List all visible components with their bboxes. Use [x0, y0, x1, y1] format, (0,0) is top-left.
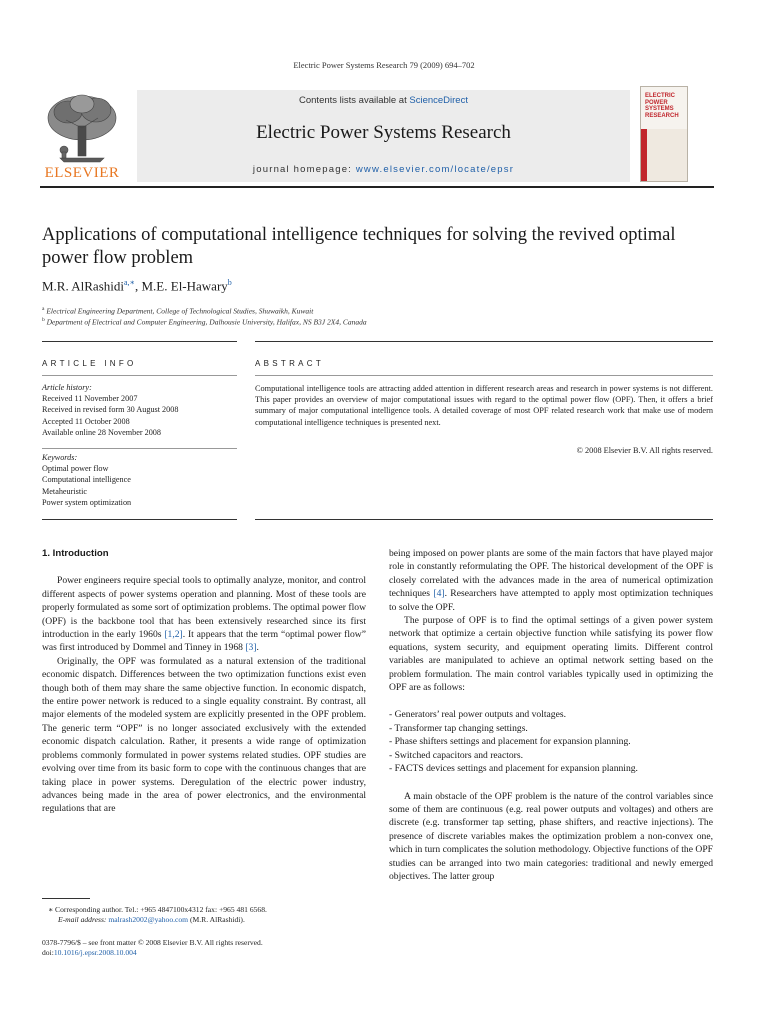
section-heading: 1. Introduction — [42, 548, 109, 559]
paragraph: Originally, the OPF was formulated as a natural extension of the traditional economic dispatch. Differences between the two optimization functions exist even though both of them may share the same objective function. In economic dispatch, the entire power network is reduced to a single equality constraint. By contrast, all major elements of the modeled system are explicitly presented in the OPF problem. The generic term “OPF” is no longer associated exclusively with the extended economic dispatch calculation. Rather, it presents a wide range of optimization problems commonly formulated in power systems related studies. OPF studies are evolving over time from its basic form to cope with the continuous changes that are taking place in power systems. Deregulation of the electric power industry, advances being made in the area of power electronics, and the environmental regulations that are — [42, 655, 366, 815]
article-history — [42, 382, 237, 438]
keyword: Metaheuristic — [42, 486, 88, 496]
info-rule-bottom — [42, 519, 237, 520]
control-variables-list — [389, 708, 713, 775]
list-item: - Switched capacitors and reactors. — [389, 749, 523, 761]
cover-title: ELECTRIC POWER SYSTEMS RESEARCH — [645, 93, 679, 119]
sciencedirect-link[interactable]: ScienceDirect — [409, 95, 468, 106]
abstract-text: Computational intelligence tools are attracting added attention in different research areas and research in power systems is not different. This paper provides an overview of major computational issues with regard to the optimal power flow (OPF). Then, it offers a brief summary of major computational intelligence tools. A detailed coverage of most OPF related research work that make use of modern computational intelligence techniques is presented next. — [255, 384, 713, 427]
history-item: Available online 28 November 2008 — [42, 427, 161, 437]
body-left-column — [42, 547, 366, 816]
author-marks[interactable]: a,∗ — [124, 278, 135, 287]
history-label: Article history: — [42, 383, 92, 392]
list-item: - Transformer tap changing settings. — [389, 722, 528, 734]
journal-title: Electric Power Systems Research — [256, 122, 511, 143]
journal-citation: Electric Power Systems Research 79 (2009) 694–702 — [293, 60, 475, 70]
doi-link[interactable]: 10.1016/j.epsr.2008.10.004 — [53, 948, 137, 958]
list-item: - Phase shifters settings and placement for expansion planning. — [389, 736, 631, 748]
info-rule-mid — [42, 375, 237, 376]
keyword: Optimal power flow — [42, 464, 109, 474]
paragraph: being imposed on power plants are some of the main factors that have played major role in constantly reformulating the OPF. The historical development of the OPF is closely correlated with the advances made in the area of numerical optimization techniques [4]. Researchers have attempted to apply most optimization techniques to solve the OPF. — [389, 548, 713, 613]
paragraph: A main obstacle of the OPF problem is the nature of the control variables since some of them are continuous (e.g. real power outputs and voltages) and others are discrete (e.g. transformer tap setting, phase shifters, and reactive injections). The presence of discrete variables makes the optimization problem a non-convex one, which in turn complicates the solution methodology. Objective functions of the OPF studies can be arranged into two main categories: traditional and newly emerged objectives. The latter group — [389, 790, 713, 882]
list-item: - FACTS devices settings and placement for expansion planning. — [389, 763, 638, 775]
history-item: Received in revised form 30 August 2008 — [42, 405, 179, 415]
author-name: M.R. AlRashidi — [42, 278, 124, 294]
paper-title: Applications of computational intelligence techniques for solving the revived optimal power flow problem — [42, 225, 676, 268]
keywords-label: Keywords: — [42, 453, 78, 462]
journal-homepage: journal homepage: www.elsevier.com/locate/epsr — [252, 164, 515, 175]
info-rule-top — [42, 341, 237, 342]
tree-icon — [40, 92, 124, 164]
journal-cover — [640, 86, 688, 182]
keywords — [42, 452, 237, 508]
list-item: - Generators’ real power outputs and voltages. — [389, 709, 566, 721]
elsevier-logo — [40, 92, 124, 182]
elsevier-wordmark: ELSEVIER — [44, 165, 120, 181]
history-item: Accepted 11 October 2008 — [42, 416, 130, 426]
info-rule-keywords — [42, 448, 237, 449]
citation-link[interactable]: [1,2] — [164, 629, 183, 641]
affiliation-b: $^b$ Department of Electrical and Computer Engineering, Dalhousie University, Halifax, NS B3J 2X4, Canada — [42, 317, 367, 327]
abstract-rule-bottom — [255, 519, 713, 520]
copyright-notice: © 2008 Elsevier B.V. All rights reserved. — [576, 446, 713, 455]
author-marks[interactable]: b — [227, 278, 232, 287]
citation-link[interactable]: [3] — [245, 642, 257, 654]
paragraph: The purpose of OPF is to find the optimal settings of a given power system network that optimize a certain objective function while satisfying its power flow equations, system security, and equipment operating limits. Different control variables are manipulated to achieve an optimal network setting based on the problem formulation. The main control variables typically used in optimizing the OPF are as follows: — [389, 615, 713, 694]
abstract-rule-mid — [255, 375, 713, 376]
homepage-link[interactable]: www.elsevier.com/locate/epsr — [355, 164, 515, 175]
keyword: Computational intelligence — [42, 475, 131, 485]
citation-link[interactable]: [4] — [433, 588, 445, 600]
issn-footer: 0378-7796/$ – see front matter © 2008 Elsevier B.V. All rights reserved. doi:10.1016/j.epsr.2008.10.004 — [42, 938, 263, 958]
abstract-heading: ABSTRACT — [255, 359, 325, 368]
article-info-heading: ARTICLE INFO — [42, 359, 137, 368]
email-link[interactable]: malrash2002@yahoo.com — [108, 915, 189, 925]
journal-banner — [137, 90, 630, 182]
header-divider — [40, 186, 714, 188]
paragraph: Power engineers require special tools to optimally analyze, monitor, and control different aspects of power systems operation and planning. Most of these tools are properly formulated as some sort of optimization problems. The optimal power flow (OPF) is the backbone tool that has been extensively researched since its first introduction in the early 1960s [1,2]. It appears that the term “optimal power flow” was first introduced by Dommel and Tinney in 1968 [3]. — [42, 575, 366, 654]
author-name: M.E. El-Hawary — [141, 278, 228, 294]
abstract-rule-top — [255, 341, 713, 342]
footnote-rule — [42, 898, 90, 899]
author-list: M.R. AlRashidi$^{a,∗}$, M.E. El-Hawary$^b$ — [42, 278, 232, 294]
keyword: Power system optimization — [42, 497, 132, 507]
affiliation-a: $^a$ Electrical Engineering Department, College of Technological Studies, Shuwaikh, Kuwait — [42, 306, 314, 316]
corresponding-footnote: ∗ Corresponding author. Tel.: +965 4847100x4312 fax: +965 481 6568. E-mail address: malrash2002@yahoo.com (M.R. AlRashidi). — [48, 905, 267, 925]
history-item: Received 11 November 2007 — [42, 394, 138, 404]
contents-line: Contents lists available at ScienceDirect — [299, 95, 468, 106]
body-right-column — [389, 547, 713, 883]
